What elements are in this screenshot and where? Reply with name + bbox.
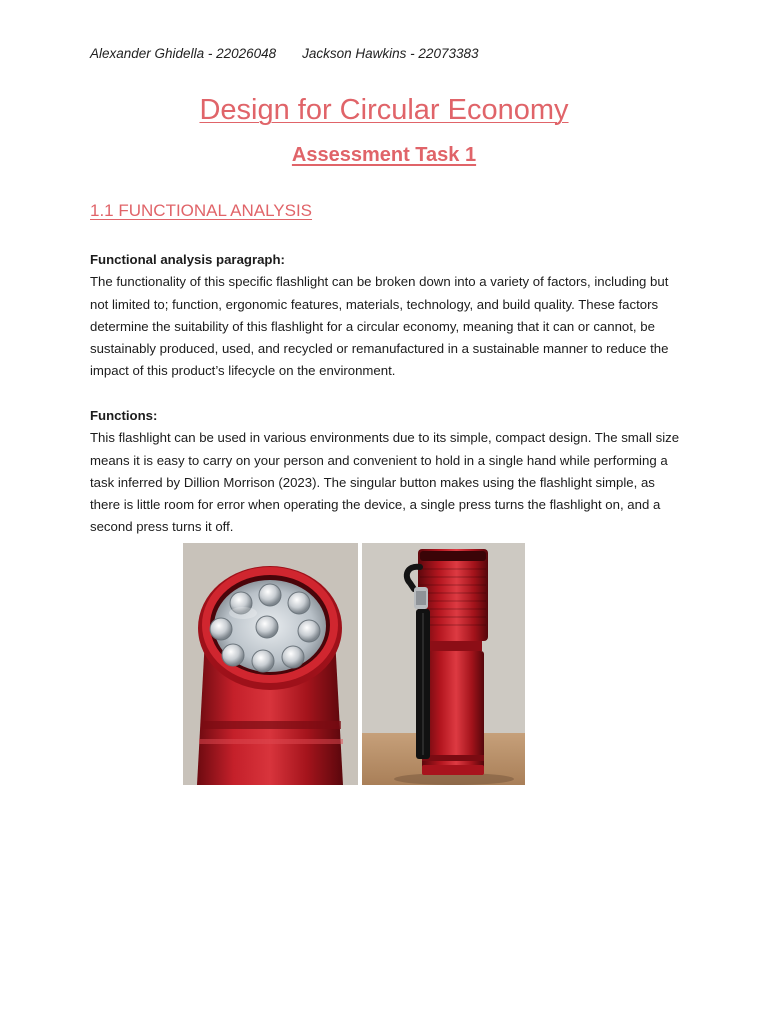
- author-1: Alexander Ghidella - 22026048: [90, 46, 277, 61]
- document-subtitle: Assessment Task 1: [291, 144, 477, 166]
- paragraph-label: Functional analysis paragraph:: [90, 252, 285, 267]
- flashlight-front-photo: [183, 543, 358, 785]
- section-heading: 1.1 FUNCTIONAL ANALYSIS: [90, 201, 313, 220]
- flashlight-front-image: [183, 543, 358, 785]
- author-2: Jackson Hawkins - 22073383: [302, 46, 479, 61]
- author-line: [90, 46, 479, 61]
- paragraph-text: This flashlight can be used in various environments due to its simple, compact design. The small size means it is easy to carry on your person and convenient to hold in a single hand while performing a task inferred by Dillion Morrison (2023). The singular button makes using the flashlight simple, as there is little room for error when operating the device, a single press turns the flashlight on, and a second press turns it off.: [90, 430, 680, 535]
- paragraph-text: The functionality of this specific flashlight can be broken down into a variety of factors, including but not limited to; function, ergonomic features, materials, technology, and build quality. These factors determine the suitability of this flashlight for a circular economy, meaning that it can or cannot, be sustainably produced, used, and recycled or remanufactured in a sustainable manner to reduce the impact of this product’s lifecycle on the environment.: [90, 274, 669, 379]
- document-title: Design for Circular Economy: [199, 94, 569, 126]
- paragraph-label: Functions:: [90, 408, 158, 423]
- functions-paragraph: [90, 405, 680, 539]
- functional-analysis-paragraph: [90, 249, 680, 383]
- flashlight-side-photo: [362, 543, 525, 785]
- flashlight-side-image: [362, 543, 525, 785]
